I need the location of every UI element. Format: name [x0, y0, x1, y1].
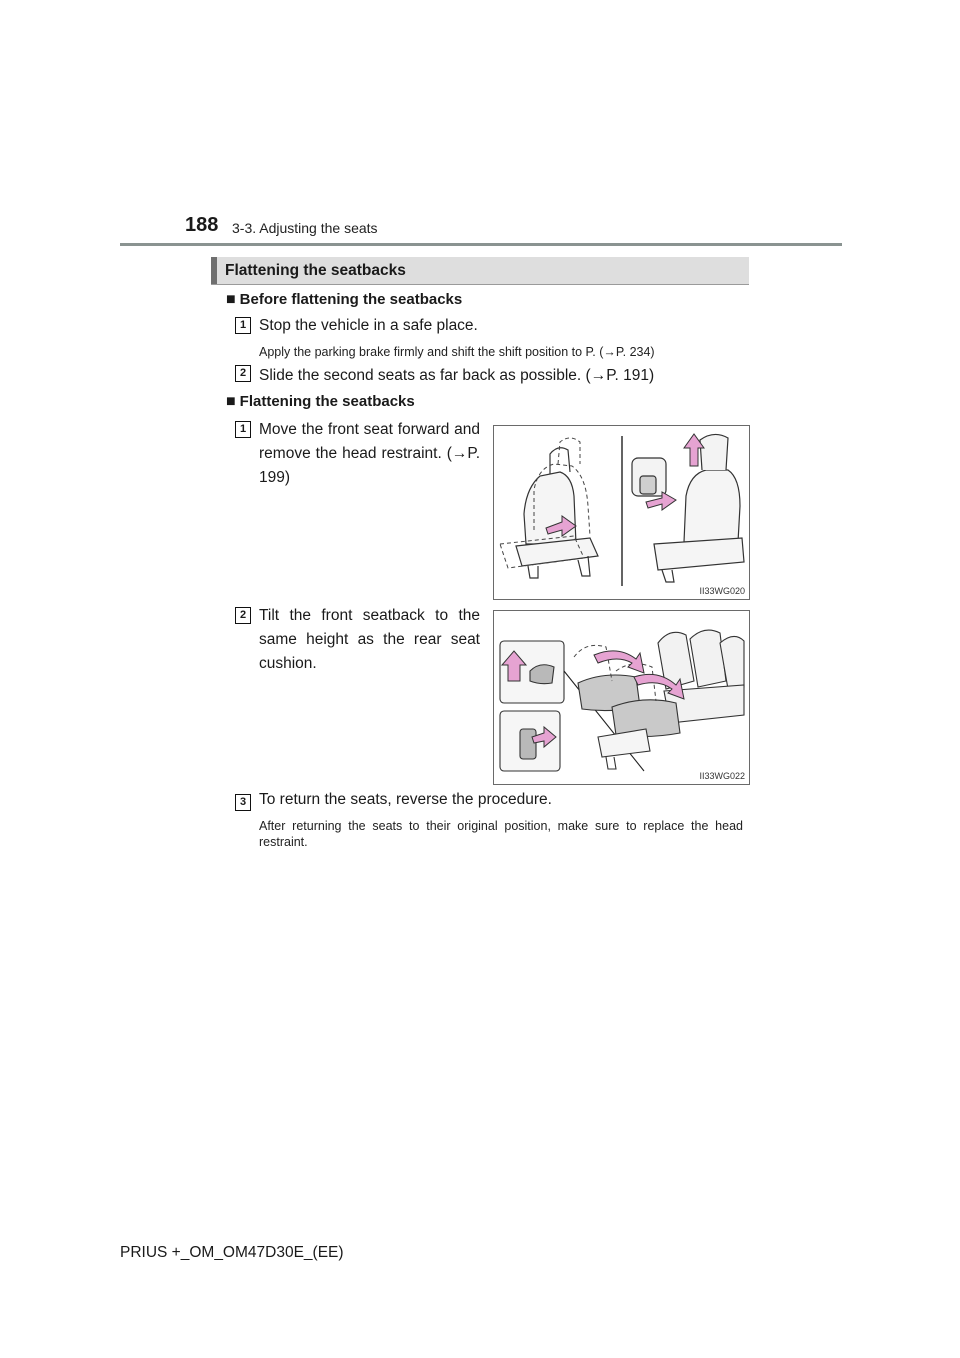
seatback-tilt-illustration — [494, 611, 749, 784]
step-text-before-2: Slide the second seats as far back as possible. (→P. 191) — [259, 367, 655, 384]
subheading-before-text: Before flattening the seatbacks — [239, 291, 463, 308]
section-title-bar — [211, 257, 749, 285]
header-rule — [120, 243, 842, 246]
figure-code-2: II33WG022 — [699, 771, 745, 781]
bullet-square-icon: ■ — [226, 393, 236, 410]
step-badge-flatten-2: 2 — [235, 607, 251, 624]
figure-remove-head-restraint — [493, 425, 750, 600]
page-number: 188 — [185, 214, 219, 236]
step-text-flatten-2: Tilt the front seatback to the same height as the rear seat cushion. — [259, 607, 480, 672]
step-badge-before-1: 1 — [235, 317, 251, 334]
figure-code-1: II33WG020 — [699, 586, 745, 596]
subheading-flattening-text: Flattening the seatbacks — [239, 393, 415, 410]
step-badge-before-2: 2 — [235, 365, 251, 382]
step-badge-flatten-1: 1 — [235, 421, 251, 438]
step-note-before-1: Apply the parking brake firmly and shift the shift position to P. (→P. 234) — [259, 345, 655, 359]
document-footer: PRIUS +_OM_OM47D30E_(EE) — [120, 1244, 344, 1261]
bullet-square-icon: ■ — [226, 291, 236, 308]
subheading-before — [226, 291, 462, 309]
step-note-flatten-3: After returning the seats to their original position, make sure to replace the head restraint. — [259, 819, 743, 849]
seat-forward-illustration — [494, 426, 749, 599]
section-label: 3-3. Adjusting the seats — [232, 220, 378, 236]
step-text-flatten-3: To return the seats, reverse the procedure. — [259, 791, 552, 808]
step-text-before-1: Stop the vehicle in a safe place. — [259, 317, 478, 334]
step-badge-flatten-3: 3 — [235, 794, 251, 811]
section-title: Flattening the seatbacks — [225, 262, 406, 279]
figure-tilt-seatback — [493, 610, 750, 785]
subheading-flattening — [226, 393, 415, 411]
section-bar-accent — [211, 257, 217, 284]
step-text-flatten-1: Move the front seat forward and remove the head restraint. (→P. 199) — [259, 421, 480, 486]
